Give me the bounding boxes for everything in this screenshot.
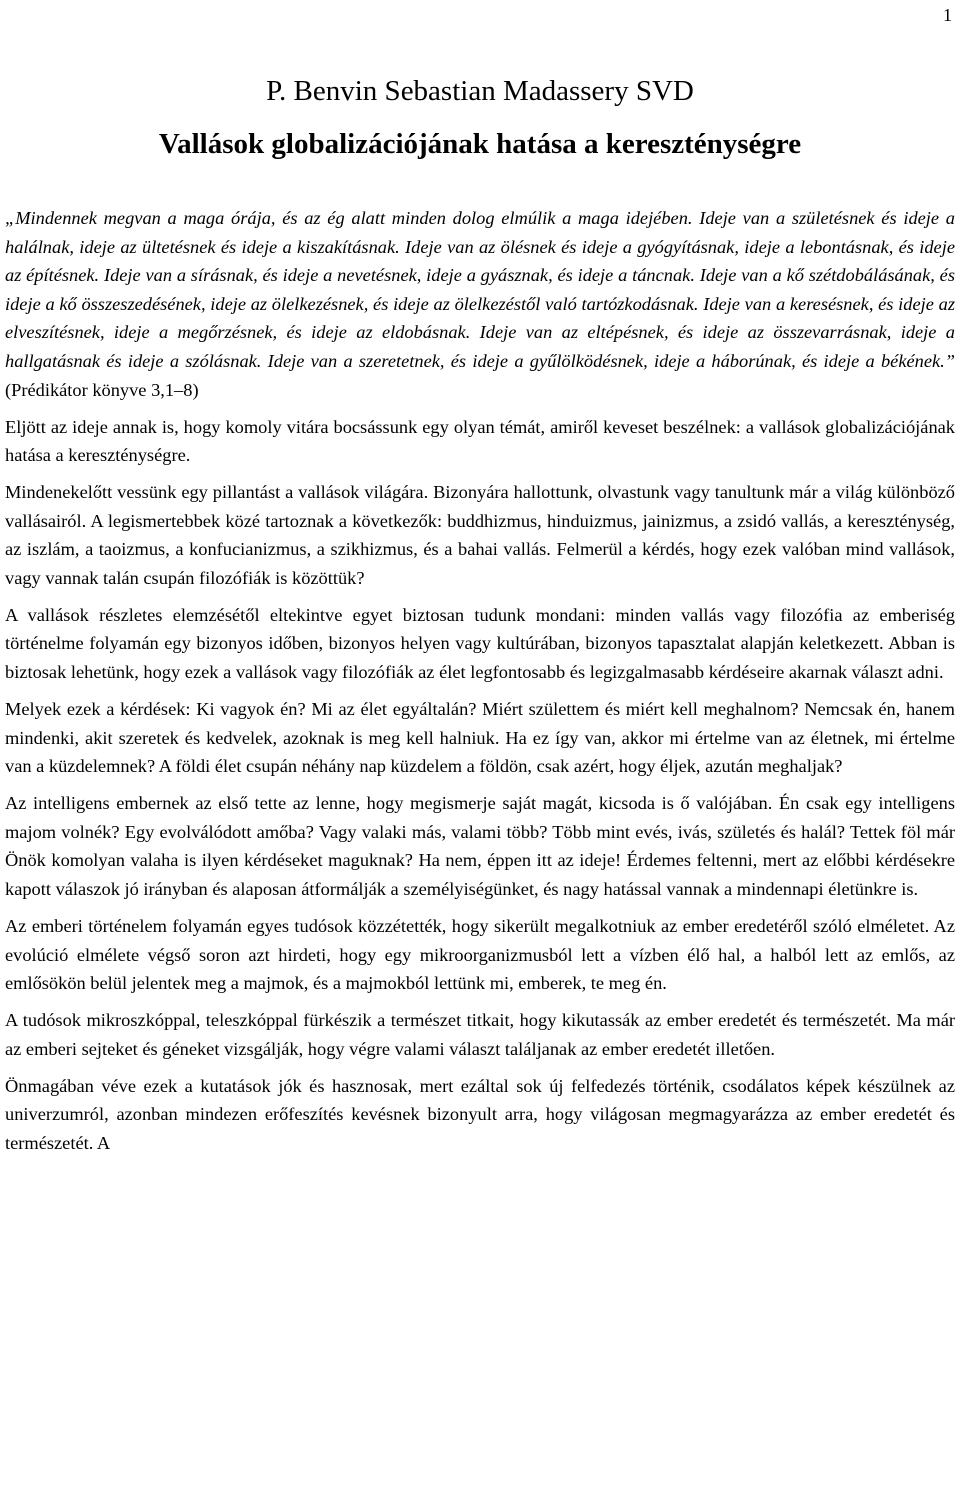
- paragraph-7: A tudósok mikroszkóppal, teleszkóppal fürkészik a természet titkait, hogy kikutassák az ember eredetét és természetét. Ma már az emberi sejteket és géneket vizsgálják, hogy végre valami választ találjanak az ember eredetét illetően.: [5, 1010, 955, 1059]
- epigraph: [5, 204, 955, 404]
- paragraph-5: Az intelligens embernek az első tette az lenne, hogy megismerje saját magát, kicsoda is ő valójában. Én csak egy intelligens majom volnék? Egy evolválódott amőba? Vagy valaki más, valami több? Több mint evés, ivás, születés és halál? Tettek föl már Önök komolyan valaha is ilyen kérdéseket maguknak? Ha nem, éppen itt az ideje! Érdemes feltenni, mert az előbbi kérdésekre kapott válaszok jó irányban és alaposan átformálják a személyiségünket, és nagy hatással vannak a mindennapi életünkre is.: [5, 793, 955, 900]
- page-number: 1: [943, 5, 952, 25]
- paragraph-6: Az emberi történelem folyamán egyes tudósok közzétették, hogy sikerült megalkotniuk az ember eredetéről szóló elméletet. Az evolúció elmélete végső soron azt hirdeti, hogy egy mikroorganizmusból lett a vízben élő hal, a halból lett az emlős, az emlősökön belül jelentek meg a majmok, és a majmokból lettünk mi, emberek, te meg én.: [5, 916, 955, 994]
- author-line: P. Benvin Sebastian Madassery SVD: [266, 75, 694, 107]
- paragraph-8: Önmagában véve ezek a kutatások jók és hasznosak, mert ezáltal sok új felfedezés történik, csodálatos képek készülnek az univerzumról, azonban mindezen erőfeszítés kevésnek bizonyult arra, hogy világosan megmagyarázza az ember eredetét és természetét. A: [5, 1075, 955, 1153]
- paragraph-1: Eljött az ideje annak is, hogy komoly vitára bocsássunk egy olyan témát, amiről keveset beszélnek: a vallások globalizációjának hatása a kereszténységre.: [5, 416, 955, 466]
- paragraph-3: A vallások részletes elemzésétől eltekintve egyet biztosan tudunk mondani: minden vallás vagy filozófia az emberiség történelme folyamán egy bizonyos időben, bizonyos helyen vagy kultúrában, bizonyos tapasztalat alapján keletkezett. Abban is biztosak lehetünk, hogy ezek a vallások vagy filozófiák az élet legfontosabb és legizgalmasabb kérdéseire akarnak választ adni.: [5, 604, 955, 683]
- paragraph-4: Melyek ezek a kérdések: Ki vagyok én? Mi az élet egyáltalán? Miért születtem és miért kell meghalnom? Nemcsak én, hanem mindenki, akit szeretek és kedvelek, azoknak is meg kell halniuk. Ha ez így van, akkor mi értelme van az életnek, mi értelme van a küzdelemnek? A földi élet csupán néhány nap küzdelem a földön, csak azért, hogy éljek, azután meghaljak?: [5, 699, 955, 777]
- epigraph-source: (Prédikátor könyve 3,1–8): [5, 379, 199, 400]
- paragraph-2: Mindenekelőtt vessünk egy pillantást a vallások világára. Bizonyára hallottunk, olvastunk vagy tanultunk már a világ különböző vallásairól. A legismertebbek közé tartoznak a következők: buddhizmus, hinduizmus, jainizmus, a zsidó vallás, a kereszténység, az iszlám, a taoizmus, a konfucianizmus, a szikhizmus, és a bahai vallás. Felmerül a kérdés, hogy ezek valóban mind vallások, vagy vannak talán csupán filozófiák is közöttük?: [5, 482, 955, 588]
- document-body: [5, 204, 955, 1166]
- document-title: Vallások globalizációjának hatása a kereszténységre: [158, 128, 802, 160]
- epigraph-quote: „Mindennek megvan a maga órája, és az ég alatt minden dolog elmúlik a maga idejében. Ideje van a születésnek és ideje a halálnak, ideje az ültetésnek és ideje a kiszakításnak. Ideje van az ölésnek és ideje a gyógyításnak, ideje a lebontásnak, és ideje az építésnek. Ideje van a sírásnak, és ideje a nevetésnek, ideje a gyásznak, és ideje a táncnak. Ideje van a kő szétdobálásának, és ideje a kő összeszedésének, ideje az ölelkezésnek, és ideje az ölelkezéstől való tartózkodásnak. Ideje van a keresésnek, és ideje az elveszítésnek, ideje a megőrzésnek, és ideje az eldobásnak. Ideje van az eltépésnek, és ideje az összevarrásnak, ideje a hallgatásnak és ideje a szólásnak. Ideje van a szeretetnek, és ideje a gyűlölködésnek, ideje a háborúnak, és ideje a békének.”: [5, 208, 955, 371]
